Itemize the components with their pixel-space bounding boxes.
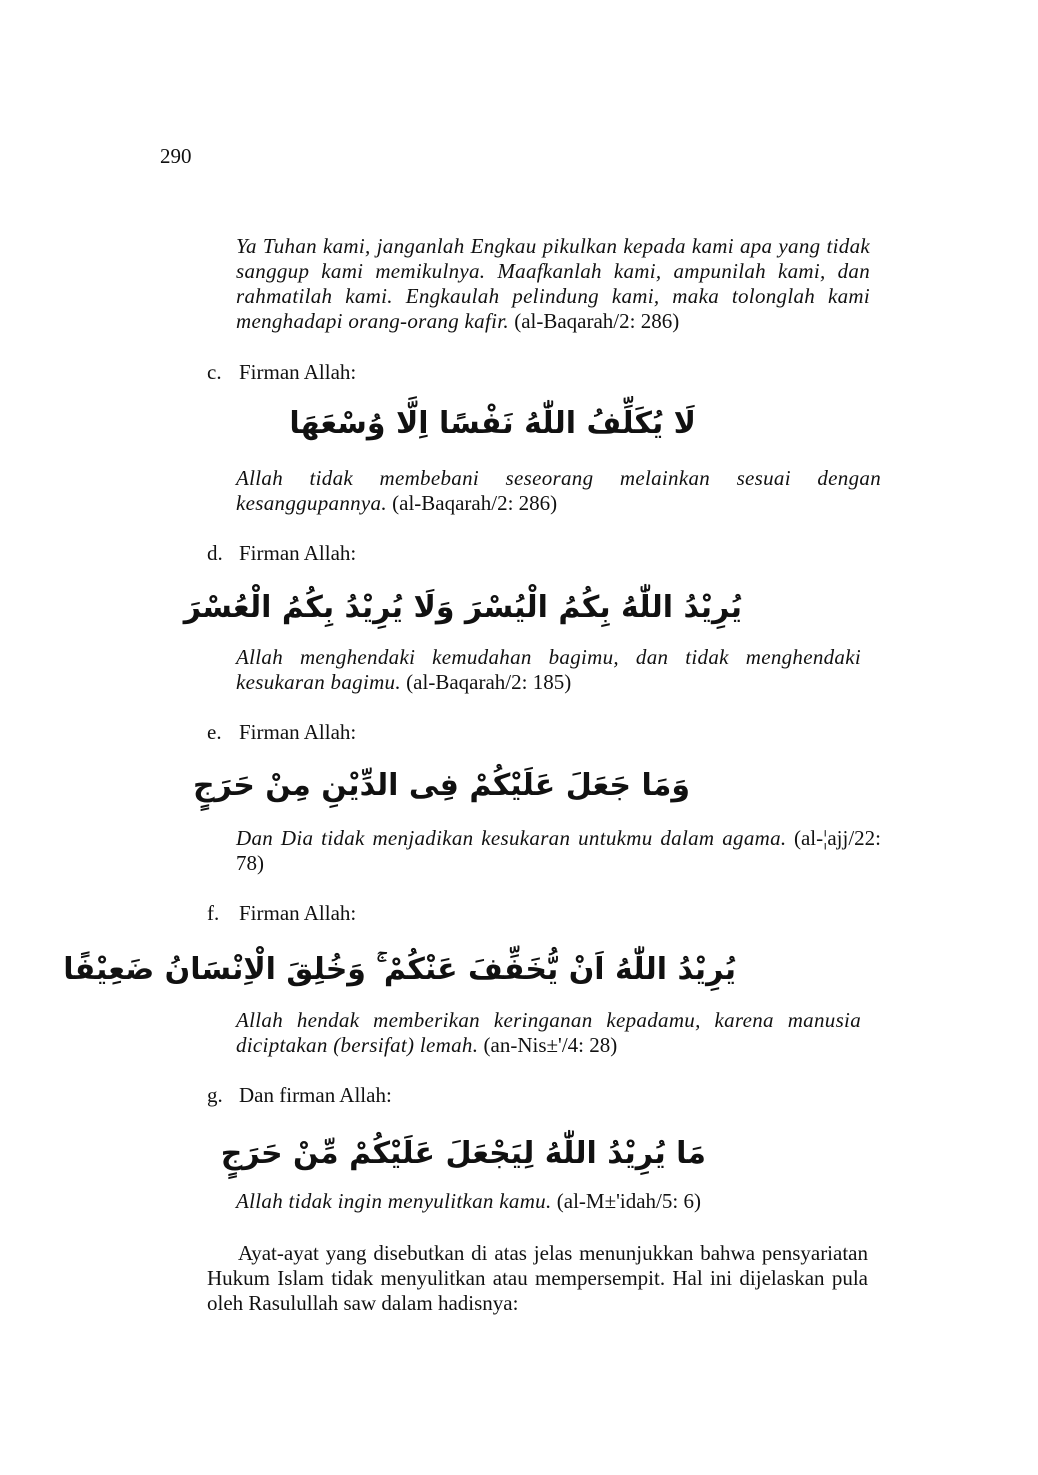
item-f-marker: f.: [207, 901, 220, 925]
item-c-translation: [236, 466, 881, 516]
item-f-translation-text: Allah hendak memberikan keringanan kepadamu, karena manusia diciptakan (bersifat) lemah.: [236, 1008, 861, 1057]
item-g-translation-text: Allah tidak ingin menyulitkan kamu.: [236, 1189, 552, 1213]
item-e-translation: [236, 826, 881, 876]
item-d-reference: (al-Baqarah/2: 185): [406, 670, 572, 694]
item-c-marker: c.: [207, 360, 222, 384]
item-g-marker: g.: [207, 1083, 223, 1107]
item-c-reference: (al-Baqarah/2: 286): [392, 491, 558, 515]
item-g-translation: [236, 1189, 881, 1214]
item-e-marker: e.: [207, 720, 222, 744]
item-d-heading: [207, 541, 356, 566]
item-f-arabic-verse: يُرِيْدُ اللّٰهُ اَنْ يُّخَفِّفَ عَنْكُمْ ۚ وَخُلِقَ الْاِنْسَانُ ضَعِيْفًا: [63, 952, 736, 987]
item-e-heading: [207, 720, 356, 745]
item-f-translation: [236, 1008, 861, 1058]
item-f-label: Firman Allah:: [239, 901, 357, 925]
item-c-label: Firman Allah:: [239, 360, 357, 384]
item-g-label: Dan firman Allah:: [239, 1083, 392, 1107]
item-e-translation-text: Dan Dia tidak menjadikan kesukaran untukmu dalam agama.: [236, 826, 787, 850]
item-c-heading: [207, 360, 356, 385]
item-d-translation-text: Allah menghendaki kemudahan bagimu, dan tidak menghendaki kesukaran bagimu.: [236, 645, 861, 694]
item-e-label: Firman Allah:: [239, 720, 357, 744]
intro-translation-reference: (al-Baqarah/2: 286): [514, 309, 680, 333]
item-g-arabic-verse: مَا يُرِيْدُ اللّٰهُ لِيَجْعَلَ عَلَيْكُمْ مِّنْ حَرَجٍ: [220, 1136, 706, 1171]
item-c-arabic-verse: لَا يُكَلِّفُ اللّٰهُ نَفْسًا اِلَّا وُسْعَهَا: [289, 406, 696, 441]
item-e-reference: (al-¦ajj/22: 78): [236, 826, 881, 875]
item-e-arabic-verse: وَمَا جَعَلَ عَلَيْكُمْ فِى الدِّيْنِ مِنْ حَرَجٍ: [192, 768, 690, 803]
item-d-label: Firman Allah:: [239, 541, 357, 565]
item-d-marker: d.: [207, 541, 223, 565]
item-d-arabic-verse: يُرِيْدُ اللّٰهُ بِكُمُ الْيُسْرَ وَلَا يُرِيْدُ بِكُمُ الْعُسْرَ: [183, 590, 742, 625]
intro-translation: [236, 234, 870, 334]
item-g-reference: (al-M±'idah/5: 6): [556, 1189, 701, 1213]
item-g-heading: [207, 1083, 392, 1108]
intro-translation-text: Ya Tuhan kami, janganlah Engkau pikulkan kepada kami apa yang tidak sanggup kami memikulnya. Maafkanlah kami, ampunilah kami, dan rahmatilah kami. Engkaulah pelindung kami, maka tolonglah kami menghadapi orang-orang kafir.: [236, 234, 870, 333]
item-f-reference: (an-Nis±'/4: 28): [483, 1033, 618, 1057]
item-d-translation: [236, 645, 861, 695]
closing-paragraph: Ayat-ayat yang disebutkan di atas jelas menunjukkan bahwa pensyariatan Hukum Islam tidak menyulitkan atau mempersempit. Hal ini dijelaskan pula oleh Rasulullah saw dalam hadisnya:: [207, 1241, 868, 1315]
item-f-heading: [207, 901, 356, 926]
item-c-translation-text: Allah tidak membebani seseorang melainkan sesuai dengan kesanggupannya.: [236, 466, 881, 515]
page-number: 290: [160, 144, 192, 168]
